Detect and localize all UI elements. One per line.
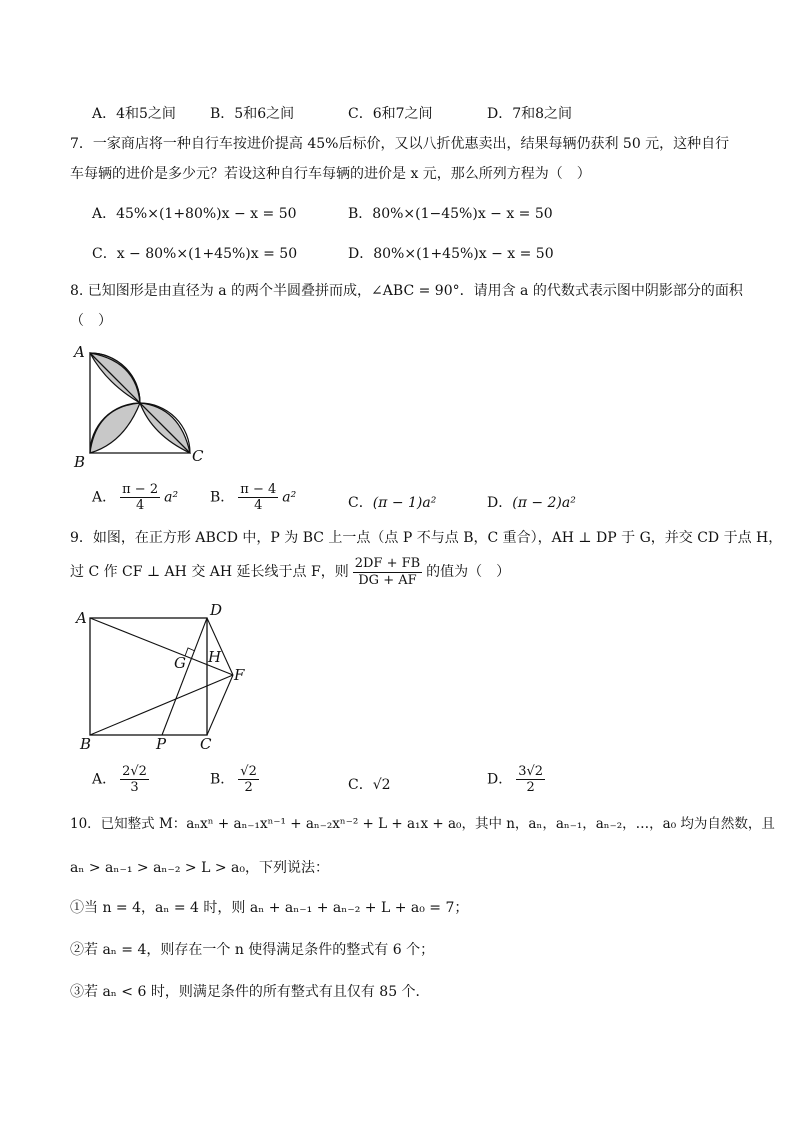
q10-statement-3: ③若 aₙ < 6 时，则满足条件的所有整式有且仅有 85 个．	[70, 984, 430, 1000]
q6-option-b: B．5和6之间	[210, 106, 295, 122]
q8-shaded-region-left	[90, 403, 140, 453]
q8-label-a: A	[74, 343, 85, 361]
q8-figure	[68, 343, 208, 473]
q10-text-line1: 10．已知整式 M：aₙxⁿ + aₙ₋₁xⁿ⁻¹ + aₙ₋₂xⁿ⁻² + L + a₁x + a₀，其中 n，aₙ，aₙ₋₁，aₙ₋₂，…，a₀ 均为自然数，且	[70, 816, 775, 832]
q9-figure	[70, 600, 250, 755]
q8-text-line1: 8. 已知图形是由直径为 a 的两个半圆叠拼而成，∠ABC = 90°．请用含 a 的代数式表示图中阴影部分的面积	[70, 283, 743, 299]
q10-text-line2: aₙ > aₙ₋₁ > aₙ₋₂ > L > a₀，下列说法：	[70, 860, 329, 876]
q7-text-line1: 7．一家商店将一种自行车按进价提高 45%后标价，又以八折优惠卖出，结果每辆仍获利 50 元，这种自行	[70, 136, 730, 152]
q9-option-c: C．√2	[348, 777, 391, 793]
q7-text-line2: 车每辆的进价是多少元？若设这种自行车每辆的进价是 x 元，那么所列方程为（ ）	[70, 166, 591, 182]
q8-option-b: B． $\frac{\pi - 4}{4}$ a²	[210, 482, 297, 513]
q9-option-d: D． $\frac{3√2}{2}$	[487, 764, 544, 795]
q8-label-c: C	[192, 447, 204, 465]
q9-text-line1: 9．如图，在正方形 ABCD 中，P 为 BC 上一点（点 P 不与点 B，C 重合），AH ⊥ DP 于 G，并交 CD 于点 H，	[70, 530, 783, 546]
q7-option-a: A．45%×(1+80%)x − x = 50	[92, 206, 297, 222]
q7-option-d: D．80%×(1+45%)x − x = 50	[348, 246, 554, 262]
q9-label-p: P	[156, 735, 167, 753]
q6-option-c: C．6和7之间	[348, 106, 433, 122]
q9-label-d: D	[210, 601, 223, 619]
q9-text-line2: 过 C 作 CF ⊥ AH 交 AH 延长线于点 F，则 $\frac{2DF + FB}{DG + AF}$ 的值为（ ）	[70, 556, 511, 588]
q8-option-a: A． $\frac{\pi - 2}{4}$ a²	[92, 482, 179, 513]
q8-label-b: B	[74, 453, 86, 471]
q6-option-d: D．7和8之间	[487, 106, 573, 122]
q9-label-g: G	[174, 654, 186, 672]
q10-statement-1: ①当 n = 4，aₙ = 4 时，则 aₙ + aₙ₋₁ + aₙ₋₂ + L + a₀ = 7；	[70, 900, 469, 916]
q6-option-a: A．4和5之间	[92, 106, 176, 122]
q9-option-b: B． $\frac{√2}{2}$	[210, 764, 257, 795]
q9-square	[90, 618, 207, 735]
q7-option-c: C．x − 80%×(1+45%)x = 50	[92, 246, 298, 262]
q9-option-a: A． $\frac{2√2}{3}$	[92, 764, 147, 795]
q9-label-h: H	[208, 648, 222, 666]
q8-option-c: C．(π − 1)a²	[348, 495, 437, 511]
q9-label-a: A	[76, 609, 87, 627]
q10-statement-2: ②若 aₙ = 4，则存在一个 n 使得满足条件的整式有 6 个；	[70, 942, 435, 958]
q9-label-c: C	[200, 735, 212, 753]
q9-label-f: F	[234, 666, 245, 684]
q9-label-b: B	[80, 735, 92, 753]
q7-option-b: B．80%×(1−45%)x − x = 50	[348, 206, 553, 222]
q8-option-d: D．(π − 2)a²	[487, 495, 576, 511]
q8-text-line2: （ ）	[70, 313, 112, 329]
